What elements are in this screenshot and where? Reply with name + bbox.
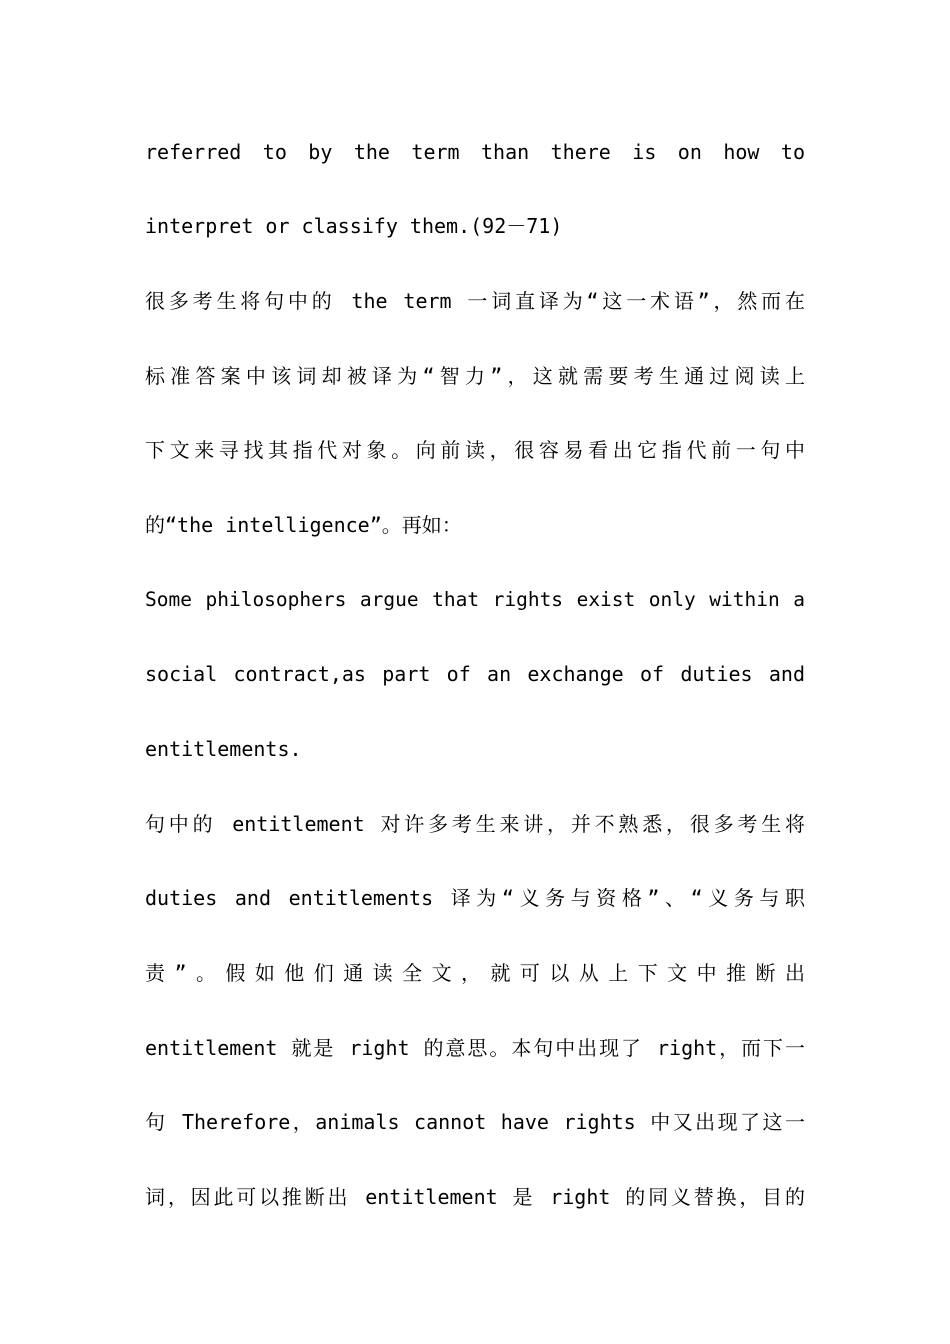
text-line: social contract,as part of an exchange of duties and — [145, 662, 805, 686]
text-line: 词，因此可以推断出 entitlement 是 right 的同义替换，目的 — [145, 1185, 805, 1209]
text-line: Some philosophers argue that rights exist only within a — [145, 588, 805, 611]
text-line: 句 Therefore，animals cannot have rights 中又出现了这一 — [145, 1110, 805, 1134]
text-line: 的“the intelligence”。再如： — [145, 513, 462, 537]
text-line: 责”。假如他们通读全文，就可以从上下文中推断出 — [145, 961, 805, 985]
text-line: entitlement 就是 right 的意思。本句中出现了 right，而下一 — [145, 1036, 805, 1060]
text-line: 下文来寻找其指代对象。向前读，很容易看出它指代前一句中 — [145, 438, 805, 462]
text-line: 很多考生将句中的 the term 一词直译为“这一术语”，然而在 — [145, 289, 805, 313]
text-line: 句中的 entitlement 对许多考生来讲，并不熟悉，很多考生将 — [145, 812, 805, 836]
text-line: 标准答案中该词却被译为“智力”，这就需要考生通过阅读上 — [145, 364, 805, 388]
text-line: entitlements. — [145, 737, 302, 761]
text-line: duties and entitlements 译为“义务与资格”、“义务与职 — [145, 886, 805, 910]
text-line: interpret or classify them.(92－71) — [145, 214, 563, 238]
text-line: referred to by the term than there is on how to — [145, 140, 805, 164]
